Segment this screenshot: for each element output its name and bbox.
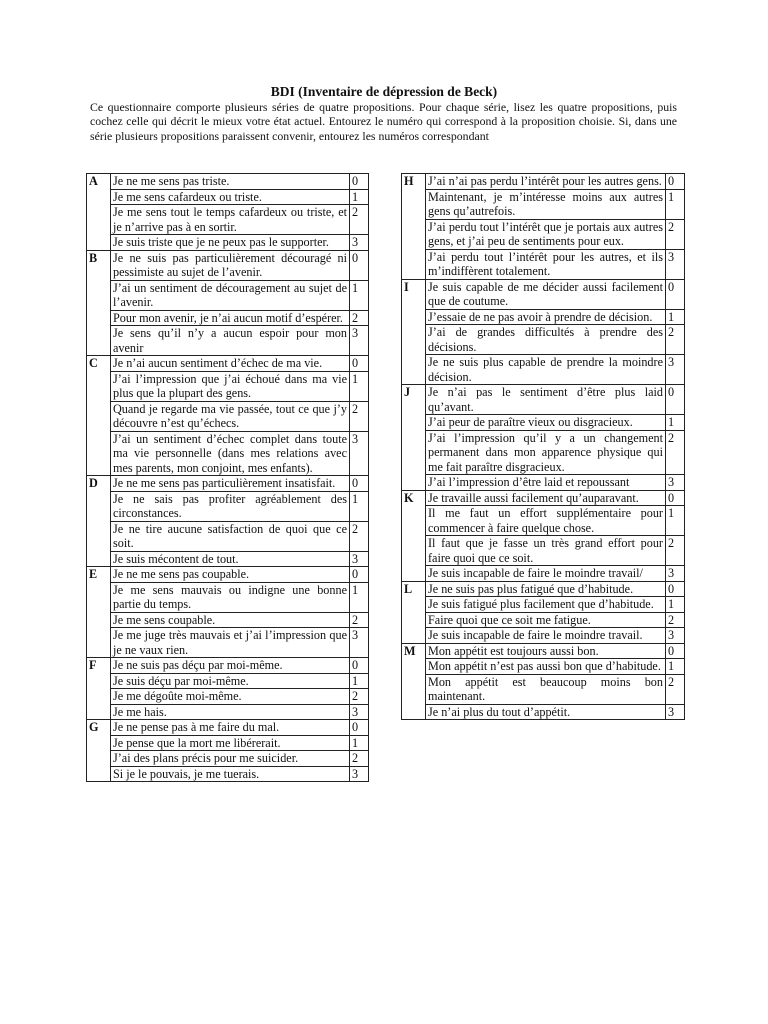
- proposition-text: J’ai de grandes difficultés à prendre des décisions.: [426, 325, 666, 355]
- score-number[interactable]: 3: [666, 249, 685, 279]
- proposition-text: Je suis déçu par moi-même.: [111, 673, 350, 689]
- group-letter: I: [402, 279, 426, 385]
- proposition-text: Je ne tire aucune satisfaction de quoi que ce soit.: [111, 521, 350, 551]
- proposition-text: Je pense que la mort me libérerait.: [111, 735, 350, 751]
- score-number[interactable]: 2: [350, 205, 369, 235]
- proposition-text: Je ne suis pas déçu par moi-même.: [111, 658, 350, 674]
- score-number[interactable]: 1: [666, 659, 685, 675]
- score-number[interactable]: 3: [350, 326, 369, 356]
- score-number[interactable]: 0: [666, 581, 685, 597]
- proposition-text: Je ne suis pas plus fatigué que d’habitude.: [426, 581, 666, 597]
- proposition-text: Je me juge très mauvais et j’ai l’impression que je ne vaux rien.: [111, 628, 350, 658]
- score-number[interactable]: 1: [666, 309, 685, 325]
- proposition-text: Quand je regarde ma vie passée, tout ce que j’y découvre n’est qu’échecs.: [111, 401, 350, 431]
- score-number[interactable]: 2: [666, 536, 685, 566]
- question-row: [87, 250, 369, 280]
- question-row: [87, 280, 369, 310]
- proposition-text: Maintenant, je m’intéresse moins aux autres gens qu’autrefois.: [426, 189, 666, 219]
- score-number[interactable]: 0: [666, 279, 685, 309]
- group-letter: M: [402, 643, 426, 720]
- score-number[interactable]: 0: [350, 567, 369, 583]
- score-number[interactable]: 2: [666, 325, 685, 355]
- score-number[interactable]: 1: [350, 280, 369, 310]
- group-letter: E: [87, 567, 111, 658]
- proposition-text: Je me sens coupable.: [111, 612, 350, 628]
- score-number[interactable]: 3: [666, 475, 685, 491]
- group-letter: D: [87, 476, 111, 567]
- score-number[interactable]: 0: [666, 490, 685, 506]
- question-row: [87, 401, 369, 431]
- question-row: [87, 582, 369, 612]
- question-row: [402, 536, 685, 566]
- score-number[interactable]: 3: [666, 628, 685, 644]
- score-number[interactable]: 2: [350, 401, 369, 431]
- group-letter: F: [87, 658, 111, 720]
- question-row: [87, 310, 369, 326]
- group-letter: C: [87, 356, 111, 476]
- score-number[interactable]: 1: [666, 506, 685, 536]
- question-row: [402, 659, 685, 675]
- question-row: [87, 658, 369, 674]
- proposition-text: Je ne me sens pas triste.: [111, 174, 350, 190]
- proposition-text: Je suis incapable de faire le moindre travail/: [426, 566, 666, 582]
- score-number[interactable]: 0: [350, 658, 369, 674]
- score-number[interactable]: 0: [350, 250, 369, 280]
- proposition-text: Faire quoi que ce soit me fatigue.: [426, 612, 666, 628]
- proposition-text: Je ne me sens pas particulièrement insatisfait.: [111, 476, 350, 492]
- score-number[interactable]: 2: [666, 674, 685, 704]
- proposition-text: J’ai l’impression qu’il y a un changement permanent dans mon apparence physique qui me fait paraître disgracieux.: [426, 430, 666, 475]
- question-row: [402, 597, 685, 613]
- proposition-text: J’ai n’ai pas perdu l’intérêt pour les autres gens.: [426, 174, 666, 190]
- proposition-text: Il me faut un effort supplémentaire pour commencer à faire quelque chose.: [426, 506, 666, 536]
- question-row: [87, 174, 369, 190]
- proposition-text: Je ne me sens pas coupable.: [111, 567, 350, 583]
- instructions-paragraph: Ce questionnaire comporte plusieurs séries de quatre propositions. Pour chaque série, lisez les quatre propositions, puis cochez celle qui décrit le mieux votre état actuel. Entourez le numéro qui correspond à la proposition choisie. Si, dans une série plusieurs propositions paraissent convenir, entourez les numéros correspondant: [90, 100, 677, 143]
- question-row: [402, 581, 685, 597]
- score-number[interactable]: 2: [666, 612, 685, 628]
- question-row: [402, 309, 685, 325]
- proposition-text: Pour mon avenir, je n’ai aucun motif d’espérer.: [111, 310, 350, 326]
- proposition-text: J’essaie de ne pas avoir à prendre de décision.: [426, 309, 666, 325]
- question-row: [402, 174, 685, 190]
- score-number[interactable]: 1: [666, 189, 685, 219]
- proposition-text: Mon appétit est beaucoup moins bon maintenant.: [426, 674, 666, 704]
- group-letter: L: [402, 581, 426, 643]
- proposition-text: Je suis mécontent de tout.: [111, 551, 350, 567]
- proposition-text: Je travaille aussi facilement qu’auparavant.: [426, 490, 666, 506]
- score-number[interactable]: 3: [666, 355, 685, 385]
- question-row: [87, 205, 369, 235]
- proposition-text: J’ai perdu tout l’intérêt que je portais aux autres gens, et j’ai peu de sentiments pour eux.: [426, 219, 666, 249]
- proposition-text: Je suis fatigué plus facilement que d’habitude.: [426, 597, 666, 613]
- question-row: [402, 566, 685, 582]
- score-number[interactable]: 2: [666, 219, 685, 249]
- proposition-text: Je n’ai aucun sentiment d’échec de ma vie.: [111, 356, 350, 372]
- score-number[interactable]: 1: [350, 582, 369, 612]
- question-row: [402, 475, 685, 491]
- group-letter: A: [87, 174, 111, 251]
- proposition-text: Je suis capable de me décider aussi facilement que de coutume.: [426, 279, 666, 309]
- question-row: [402, 279, 685, 309]
- proposition-text: Je me sens mauvais ou indigne une bonne partie du temps.: [111, 582, 350, 612]
- proposition-text: Je ne suis pas particulièrement découragé ni pessimiste au sujet de l’avenir.: [111, 250, 350, 280]
- group-letter: B: [87, 250, 111, 356]
- proposition-text: J’ai un sentiment de découragement au sujet de l’avenir.: [111, 280, 350, 310]
- question-row: [87, 628, 369, 658]
- question-row: [87, 689, 369, 705]
- score-number[interactable]: 3: [350, 766, 369, 782]
- question-row: [87, 673, 369, 689]
- group-letter: G: [87, 720, 111, 782]
- score-number[interactable]: 1: [350, 673, 369, 689]
- score-number[interactable]: 0: [350, 174, 369, 190]
- proposition-text: J’ai perdu tout l’intérêt pour les autres, et ils m’indiffèrent totalement.: [426, 249, 666, 279]
- score-number[interactable]: 0: [350, 720, 369, 736]
- score-number[interactable]: 0: [350, 356, 369, 372]
- question-row: [87, 720, 369, 736]
- page-title: BDI (Inventaire de dépression de Beck): [270, 84, 498, 99]
- score-number[interactable]: 1: [666, 415, 685, 431]
- question-row: [87, 567, 369, 583]
- question-row: [87, 491, 369, 521]
- score-number[interactable]: 0: [666, 385, 685, 415]
- question-row: [402, 704, 685, 720]
- question-row: [402, 490, 685, 506]
- question-row: [87, 356, 369, 372]
- question-row: [87, 326, 369, 356]
- question-row: [402, 674, 685, 704]
- question-row: [402, 325, 685, 355]
- proposition-text: Je ne suis plus capable de prendre la moindre décision.: [426, 355, 666, 385]
- question-row: [87, 476, 369, 492]
- score-number[interactable]: 3: [350, 704, 369, 720]
- question-row: [402, 355, 685, 385]
- proposition-text: Je me hais.: [111, 704, 350, 720]
- question-row: [87, 766, 369, 782]
- proposition-text: Je n’ai pas le sentiment d’être plus laid qu’avant.: [426, 385, 666, 415]
- proposition-text: Je suis incapable de faire le moindre travail.: [426, 628, 666, 644]
- question-row: [87, 431, 369, 476]
- proposition-text: J’ai des plans précis pour me suicider.: [111, 751, 350, 767]
- proposition-text: Je ne sais pas profiter agréablement des circonstances.: [111, 491, 350, 521]
- proposition-text: J’ai l’impression d’être laid et repoussant: [426, 475, 666, 491]
- score-number[interactable]: 2: [350, 612, 369, 628]
- score-number[interactable]: 3: [350, 628, 369, 658]
- question-row: [87, 704, 369, 720]
- proposition-text: J’ai l’impression que j’ai échoué dans ma vie plus que la plupart des gens.: [111, 371, 350, 401]
- score-number[interactable]: 2: [350, 521, 369, 551]
- proposition-text: J’ai un sentiment d’échec complet dans toute ma vie personnelle (dans mes relations avec mes parents, mon conjoint, mes enfants).: [111, 431, 350, 476]
- question-row: [87, 521, 369, 551]
- group-letter: K: [402, 490, 426, 581]
- group-letter: H: [402, 174, 426, 280]
- score-number[interactable]: 1: [666, 597, 685, 613]
- score-number[interactable]: 1: [350, 491, 369, 521]
- question-row: [402, 385, 685, 415]
- score-number[interactable]: 2: [666, 430, 685, 475]
- score-number[interactable]: 1: [350, 735, 369, 751]
- score-number[interactable]: 3: [666, 566, 685, 582]
- score-number[interactable]: 3: [350, 235, 369, 251]
- proposition-text: Il faut que je fasse un très grand effort pour faire quoi que ce soit.: [426, 536, 666, 566]
- question-row: [87, 612, 369, 628]
- score-number[interactable]: 1: [350, 189, 369, 205]
- proposition-text: J’ai peur de paraître vieux ou disgracieux.: [426, 415, 666, 431]
- score-number[interactable]: 0: [666, 643, 685, 659]
- question-row: [402, 249, 685, 279]
- proposition-text: Je suis triste que je ne peux pas le supporter.: [111, 235, 350, 251]
- proposition-text: Je ne pense pas à me faire du mal.: [111, 720, 350, 736]
- question-row: [402, 415, 685, 431]
- score-number[interactable]: 0: [350, 476, 369, 492]
- question-row: [402, 612, 685, 628]
- score-number[interactable]: 1: [350, 371, 369, 401]
- score-number[interactable]: 3: [666, 704, 685, 720]
- proposition-text: Je sens qu’il n’y a aucun espoir pour mon avenir: [111, 326, 350, 356]
- proposition-text: Je me sens cafardeux ou triste.: [111, 189, 350, 205]
- question-row: [402, 506, 685, 536]
- question-row: [87, 551, 369, 567]
- score-number[interactable]: 3: [350, 431, 369, 476]
- proposition-text: Mon appétit n’est pas aussi bon que d’habitude.: [426, 659, 666, 675]
- questionnaire-table-right: [401, 173, 685, 720]
- score-number[interactable]: 2: [350, 310, 369, 326]
- proposition-text: Je me sens tout le temps cafardeux ou triste, et je n’arrive pas à en sortir.: [111, 205, 350, 235]
- score-number[interactable]: 2: [350, 689, 369, 705]
- question-row: [87, 735, 369, 751]
- proposition-text: Je me dégoûte moi-même.: [111, 689, 350, 705]
- question-row: [402, 628, 685, 644]
- proposition-text: Si je le pouvais, je me tuerais.: [111, 766, 350, 782]
- score-number[interactable]: 3: [350, 551, 369, 567]
- group-letter: J: [402, 385, 426, 491]
- score-number[interactable]: 2: [350, 751, 369, 767]
- question-row: [87, 189, 369, 205]
- proposition-text: Je n’ai plus du tout d’appétit.: [426, 704, 666, 720]
- questionnaire-table-left: [86, 173, 369, 782]
- question-row: [87, 371, 369, 401]
- question-row: [87, 235, 369, 251]
- question-row: [87, 751, 369, 767]
- question-row: [402, 430, 685, 475]
- question-row: [402, 189, 685, 219]
- proposition-text: Mon appétit est toujours aussi bon.: [426, 643, 666, 659]
- score-number[interactable]: 0: [666, 174, 685, 190]
- question-row: [402, 219, 685, 249]
- question-row: [402, 643, 685, 659]
